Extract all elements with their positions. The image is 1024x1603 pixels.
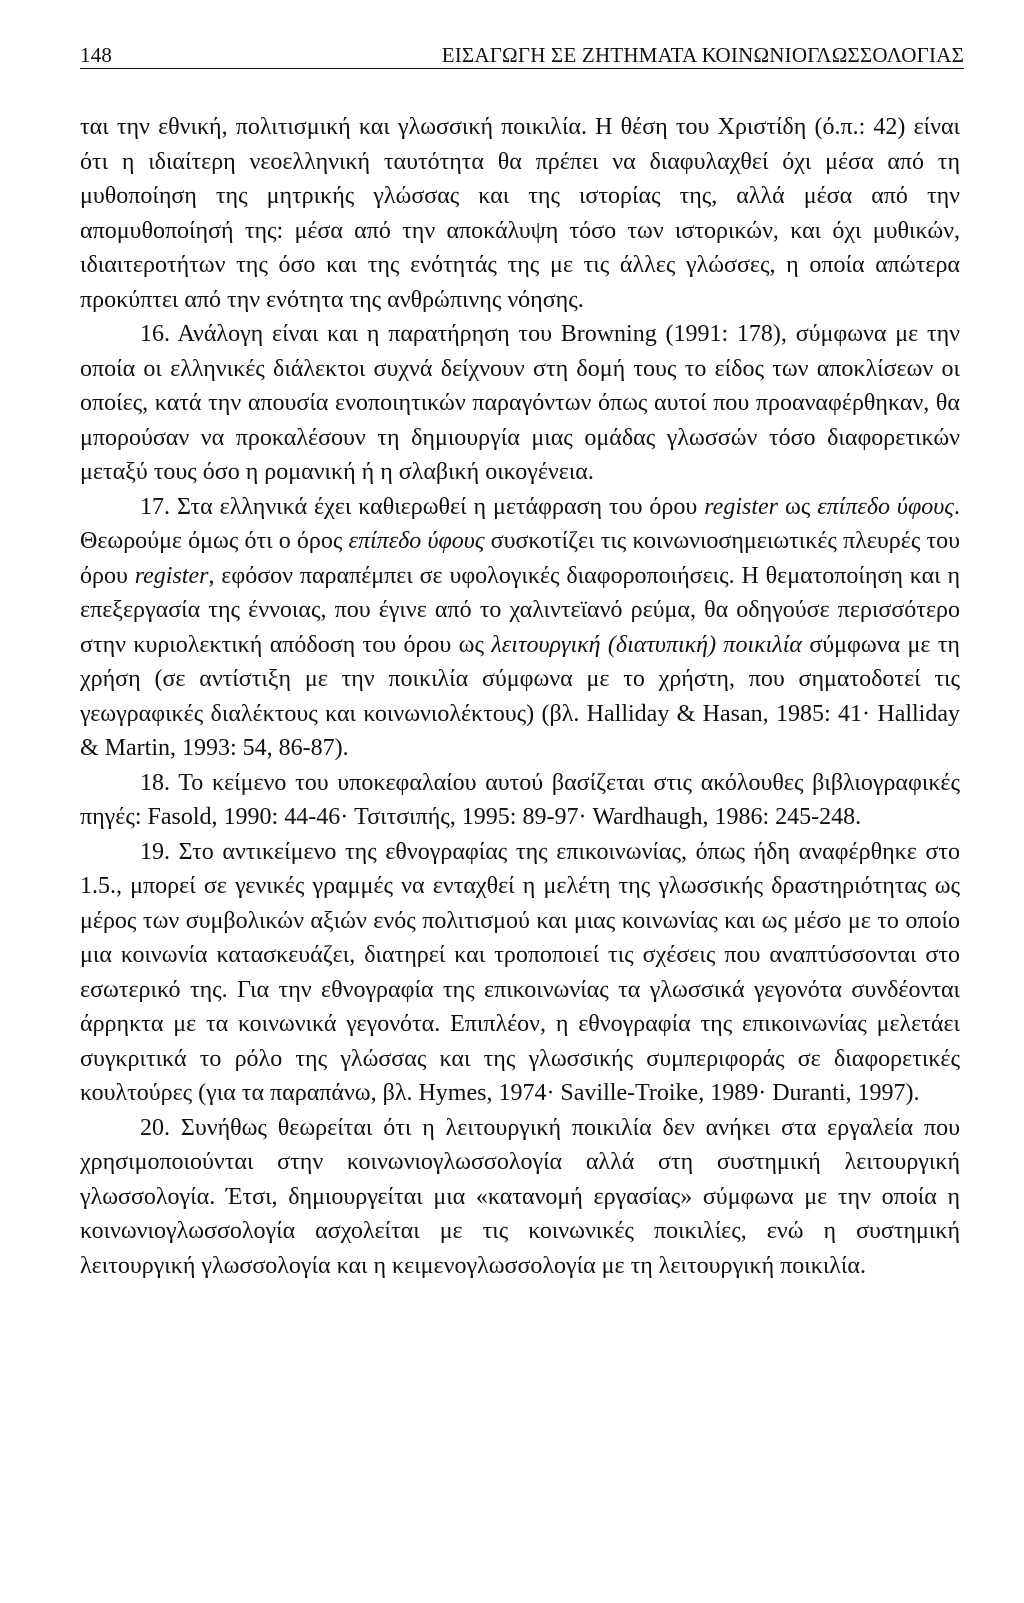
note-17-text: , εφόσον παραπέμπει σε υφολογικές διαφοροποιήσεις. Η θεματοποίηση και η επεξεργασία της έννοιας, που έγινε από το χαλιντεϊανό ρεύμα, θα οδηγούσε περισσότερο στην κυριολεκτική απόδοση του όρου ως: [80, 562, 961, 658]
note-continuation: ται την εθνική, πολιτισμική και γλωσσική ποικιλία. Η θέση του Χριστίδη (ό.π.: 42) είναι ότι η ιδιαίτερη νεοελληνική ταυτότητα θα πρέπει να διαφυλαχθεί όχι μέσα από τη μυθοποίηση της μητρικής γλώσσας και της ιστορίας της, αλλά μέσα από την απομυθοποίησή της: μέσα από την αποκάλυψη τόσο των ιστορικών, και όχι μυθικών, ιδιαιτεροτήτων της όσο και της ενότητάς της με τις άλλες γλώσσες, η οποία απώτερα προκύπτει από την ενότητα της ανθρώπινης νόησης.: [80, 114, 960, 313]
endnotes-body: [80, 110, 960, 1283]
note-18: 18. Το κείμενο του υποκεφαλαίου αυτού βασίζεται στις ακόλουθες βιβλιογραφικές πηγές: Fasold, 1990: 44-46· Τσιτσιπής, 1995: 89-97· Wardhaugh, 1986: 245-248.: [80, 769, 960, 830]
running-title: ΕΙΣΑΓΩΓΗ ΣΕ ΖΗΤΗΜΑΤΑ ΚΟΙΝΩΝΙΟΓΛΩΣΣΟΛΟΓΙΑΣ: [441, 43, 964, 67]
page-number: 148: [80, 43, 113, 67]
note-17-text: σύμφωνα με τη χρήση (σε αντίστιξη με την ποικιλία σύμφωνα με το χρήστη, που σηματοδοτεί τις γεωγραφικές διαλέκτους και κοινωνιολέκτους) (βλ. Halliday & Hasan, 1985: 41· Halliday & Martin, 1993: 54, 86-87).: [80, 631, 960, 761]
term-register: register: [704, 493, 779, 520]
note-17: [80, 490, 960, 766]
term-register: register: [134, 562, 209, 589]
note-17-text: . Θεωρούμε όμως ότι ο όρος: [80, 493, 960, 554]
note-17-text: 17. Στα ελληνικά έχει καθιερωθεί η μετάφραση του όρου: [140, 493, 705, 520]
term-epipedo-yfous: επίπεδο ύφους: [348, 528, 485, 554]
term-functional-variety: λειτουργική (διατυπική) ποικιλία: [491, 631, 802, 658]
running-header: [80, 42, 964, 69]
note-17-text: ως: [778, 493, 818, 520]
note-19: 19. Στο αντικείμενο της εθνογραφίας της επικοινωνίας, όπως ήδη αναφέρθηκε στο 1.5., μπορεί σε γενικές γραμμές να ενταχθεί η μελέτη της γλωσσικής δραστηριότητας ως μέρος των συμβολικών αξιών ενός πολιτισμού και μιας κοινωνίας και ως μέσο με το οποίο μια κοινωνία κατασκευάζει, διατηρεί και τροποποιεί τις σχέσεις που αναπτύσσονται στο εσωτερικό της. Για την εθνογραφία της επικοινωνίας τα γλωσσικά γεγονότα συνδέονται άρρηκτα με τα κοινωνικά γεγονότα. Επιπλέον, η εθνογραφία της επικοινωνίας μελετάει συγκριτικά το ρόλο της γλώσσας και της γλωσσικής συμπεριφοράς σε διαφορετικές κουλτούρες (για τα παραπάνω, βλ. Hymes, 1974· Saville-Troike, 1989· Duranti, 1997).: [80, 838, 960, 1106]
note-17-text: συσκοτίζει τις κοινωνιοσημειωτικές πλευρές του όρου: [80, 528, 960, 589]
term-epipedo-yfous: επίπεδο ύφους: [817, 493, 954, 520]
note-16: 16. Ανάλογη είναι και η παρατήρηση του Browning (1991: 178), σύμφωνα με την οποία οι ελληνικές διάλεκτοι συχνά δείχνουν στη δομή τους το είδος των αποκλίσεων οι οποίες, κατά την απουσία ενοποιητικών παραγόντων όπως αυτοί που προαναφέρθηκαν, θα μπορούσαν να προκαλέσουν τη δημιουργία μιας ομάδας γλωσσών τόσο διαφορετικών μεταξύ τους όσο η ρομανική ή η σλαβική οικογένεια.: [80, 321, 960, 485]
note-20: 20. Συνήθως θεωρείται ότι η λειτουργική ποικιλία δεν ανήκει στα εργαλεία που χρησιμοποιούνται στην κοινωνιογλωσσολογία αλλά στη συστημική λειτουργική γλωσσολογία. Έτσι, δημιουργείται μια «κατανομή εργασίας» σύμφωνα με την οποία η κοινωνιογλωσσολογία ασχολείται με τις κοινωνικές ποικιλίες, ενώ η συστημική λειτουργική γλωσσολογία και η κειμενογλωσσολογία με τη λειτουργική ποικιλία.: [80, 1114, 960, 1279]
